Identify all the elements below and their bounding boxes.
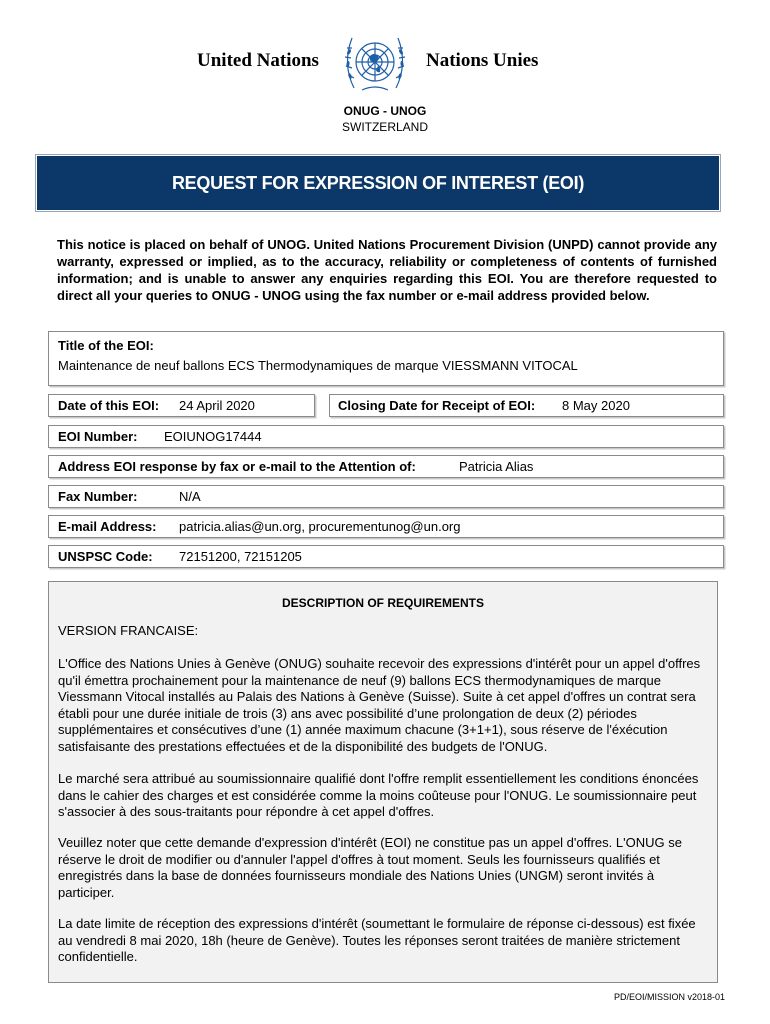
requirements-paragraph-3: Veuillez noter que cette demande d'expression d'intérêt (EOI) ne constitue pas un appel d'offres. L'ONUG se réserve le droit de modifier ou d'annuler l'appel d'offres à tout moment. Seuls les fournisseurs qualifiés et enregistrés dans la base de données fournisseurs mondiale des Nations Unies (UNGM) seront invités à participer.: [58, 835, 682, 900]
eoi-date-box: [48, 394, 315, 417]
attention-value: Patricia Alias: [459, 459, 534, 474]
eoi-title-box: [48, 331, 724, 386]
notice-text: This notice is placed on behalf of UNOG. United Nations Procurement Division (UNPD) cannot provide any warranty, expressed or implied, as to the accuracy, reliability or completeness of contents of furnished information; and is unable to answer any enquiries regarding this EOI. You are therefore requested to direct all your queries to ONUG - UNOG using the fax number or e-mail address provided below.: [57, 237, 717, 303]
fax-value: N/A: [179, 489, 201, 504]
eoi-title-value: Maintenance de neuf ballons ECS Thermodynamiques de marque VIESSMANN VITOCAL: [58, 358, 578, 373]
closing-date-value: 8 May 2020: [562, 398, 630, 413]
closing-date-label: Closing Date for Receipt of EOI:: [338, 398, 536, 413]
attention-label: Address EOI response by fax or e-mail to the Attention of:: [58, 459, 416, 474]
unspsc-value: 72151200, 72151205: [179, 549, 302, 564]
eoi-title-label: Title of the EOI:: [58, 338, 154, 353]
requirements-box: [48, 581, 718, 983]
unspsc-label: UNSPSC Code:: [58, 549, 153, 564]
footer-code: PD/EOI/MISSION v2018-01: [613, 992, 725, 1002]
requirements-paragraph-1: L'Office des Nations Unies à Genève (ONUG) souhaite recevoir des expressions d'intérêt pour un appel d'offres qu'il émettra prochainement pour la maintenance de neuf (9) ballons ECS thermodynamiques de marque Viessmann Vitocal installés au Palais des Nations à Genève (Suisse). Suite à cet appel d'offres un contrat sera établi pour une durée initiale de trois (3) ans avec possibilité d’une prolongation de deux (2) périodes supplémentaires et consécutives d’une (1) année maximum chacune (3+1+1), sous réserve de l'éxécution satisfaisante des prestations effectuées et de la disponibilité des budgets de l'ONUG.: [58, 656, 701, 754]
requirements-heading: DESCRIPTION OF REQUIREMENTS: [281, 596, 484, 610]
requirements-version: VERSION FRANCAISE:: [58, 623, 199, 638]
email-value[interactable]: patricia.alias@un.org, procurementunog@un.org: [179, 519, 461, 534]
org-name: ONUG - UNOG: [343, 104, 427, 118]
email-box: [48, 515, 724, 538]
un-emblem-icon: [340, 28, 410, 96]
fax-box: [48, 485, 724, 508]
eoi-number-value: EOIUNOG17444: [164, 429, 262, 444]
org-country: SWITZERLAND: [341, 120, 428, 134]
eoi-date-label: Date of this EOI:: [58, 398, 160, 413]
attention-box: [48, 455, 724, 478]
requirements-paragraph-2: Le marché sera attribué au soumissionnaire qualifié dont l'offre remplit essentiellement les conditions énoncées dans le cahier des charges et est considérée comme la moins coûteuse pour l'ONUG. Le soumissionnaire peut s'associer à des sous-traitants pour répondre à cet appel d'offres.: [58, 771, 699, 819]
header-united-nations: United Nations: [197, 50, 319, 71]
closing-date-box: [329, 394, 724, 417]
eoi-number-box: [48, 425, 724, 448]
requirements-paragraph-4: La date limite de réception des expressions d'intérêt (soumettant le formulaire de réponse ci-dessous) est fixée au vendredi 8 mai 2020, 18h (heure de Genève). Toutes les réponses seront traitées de manière strictement confidentielle.: [58, 916, 696, 964]
page-title-banner: [37, 156, 719, 210]
eoi-number-label: EOI Number:: [58, 429, 138, 444]
fax-label: Fax Number:: [58, 489, 138, 504]
email-label: E-mail Address:: [58, 519, 157, 534]
header-nations-unies: Nations Unies: [426, 50, 539, 71]
eoi-date-value: 24 April 2020: [179, 398, 255, 413]
page-title: REQUEST FOR EXPRESSION OF INTEREST (EOI): [171, 172, 585, 193]
unspsc-box: [48, 545, 724, 568]
